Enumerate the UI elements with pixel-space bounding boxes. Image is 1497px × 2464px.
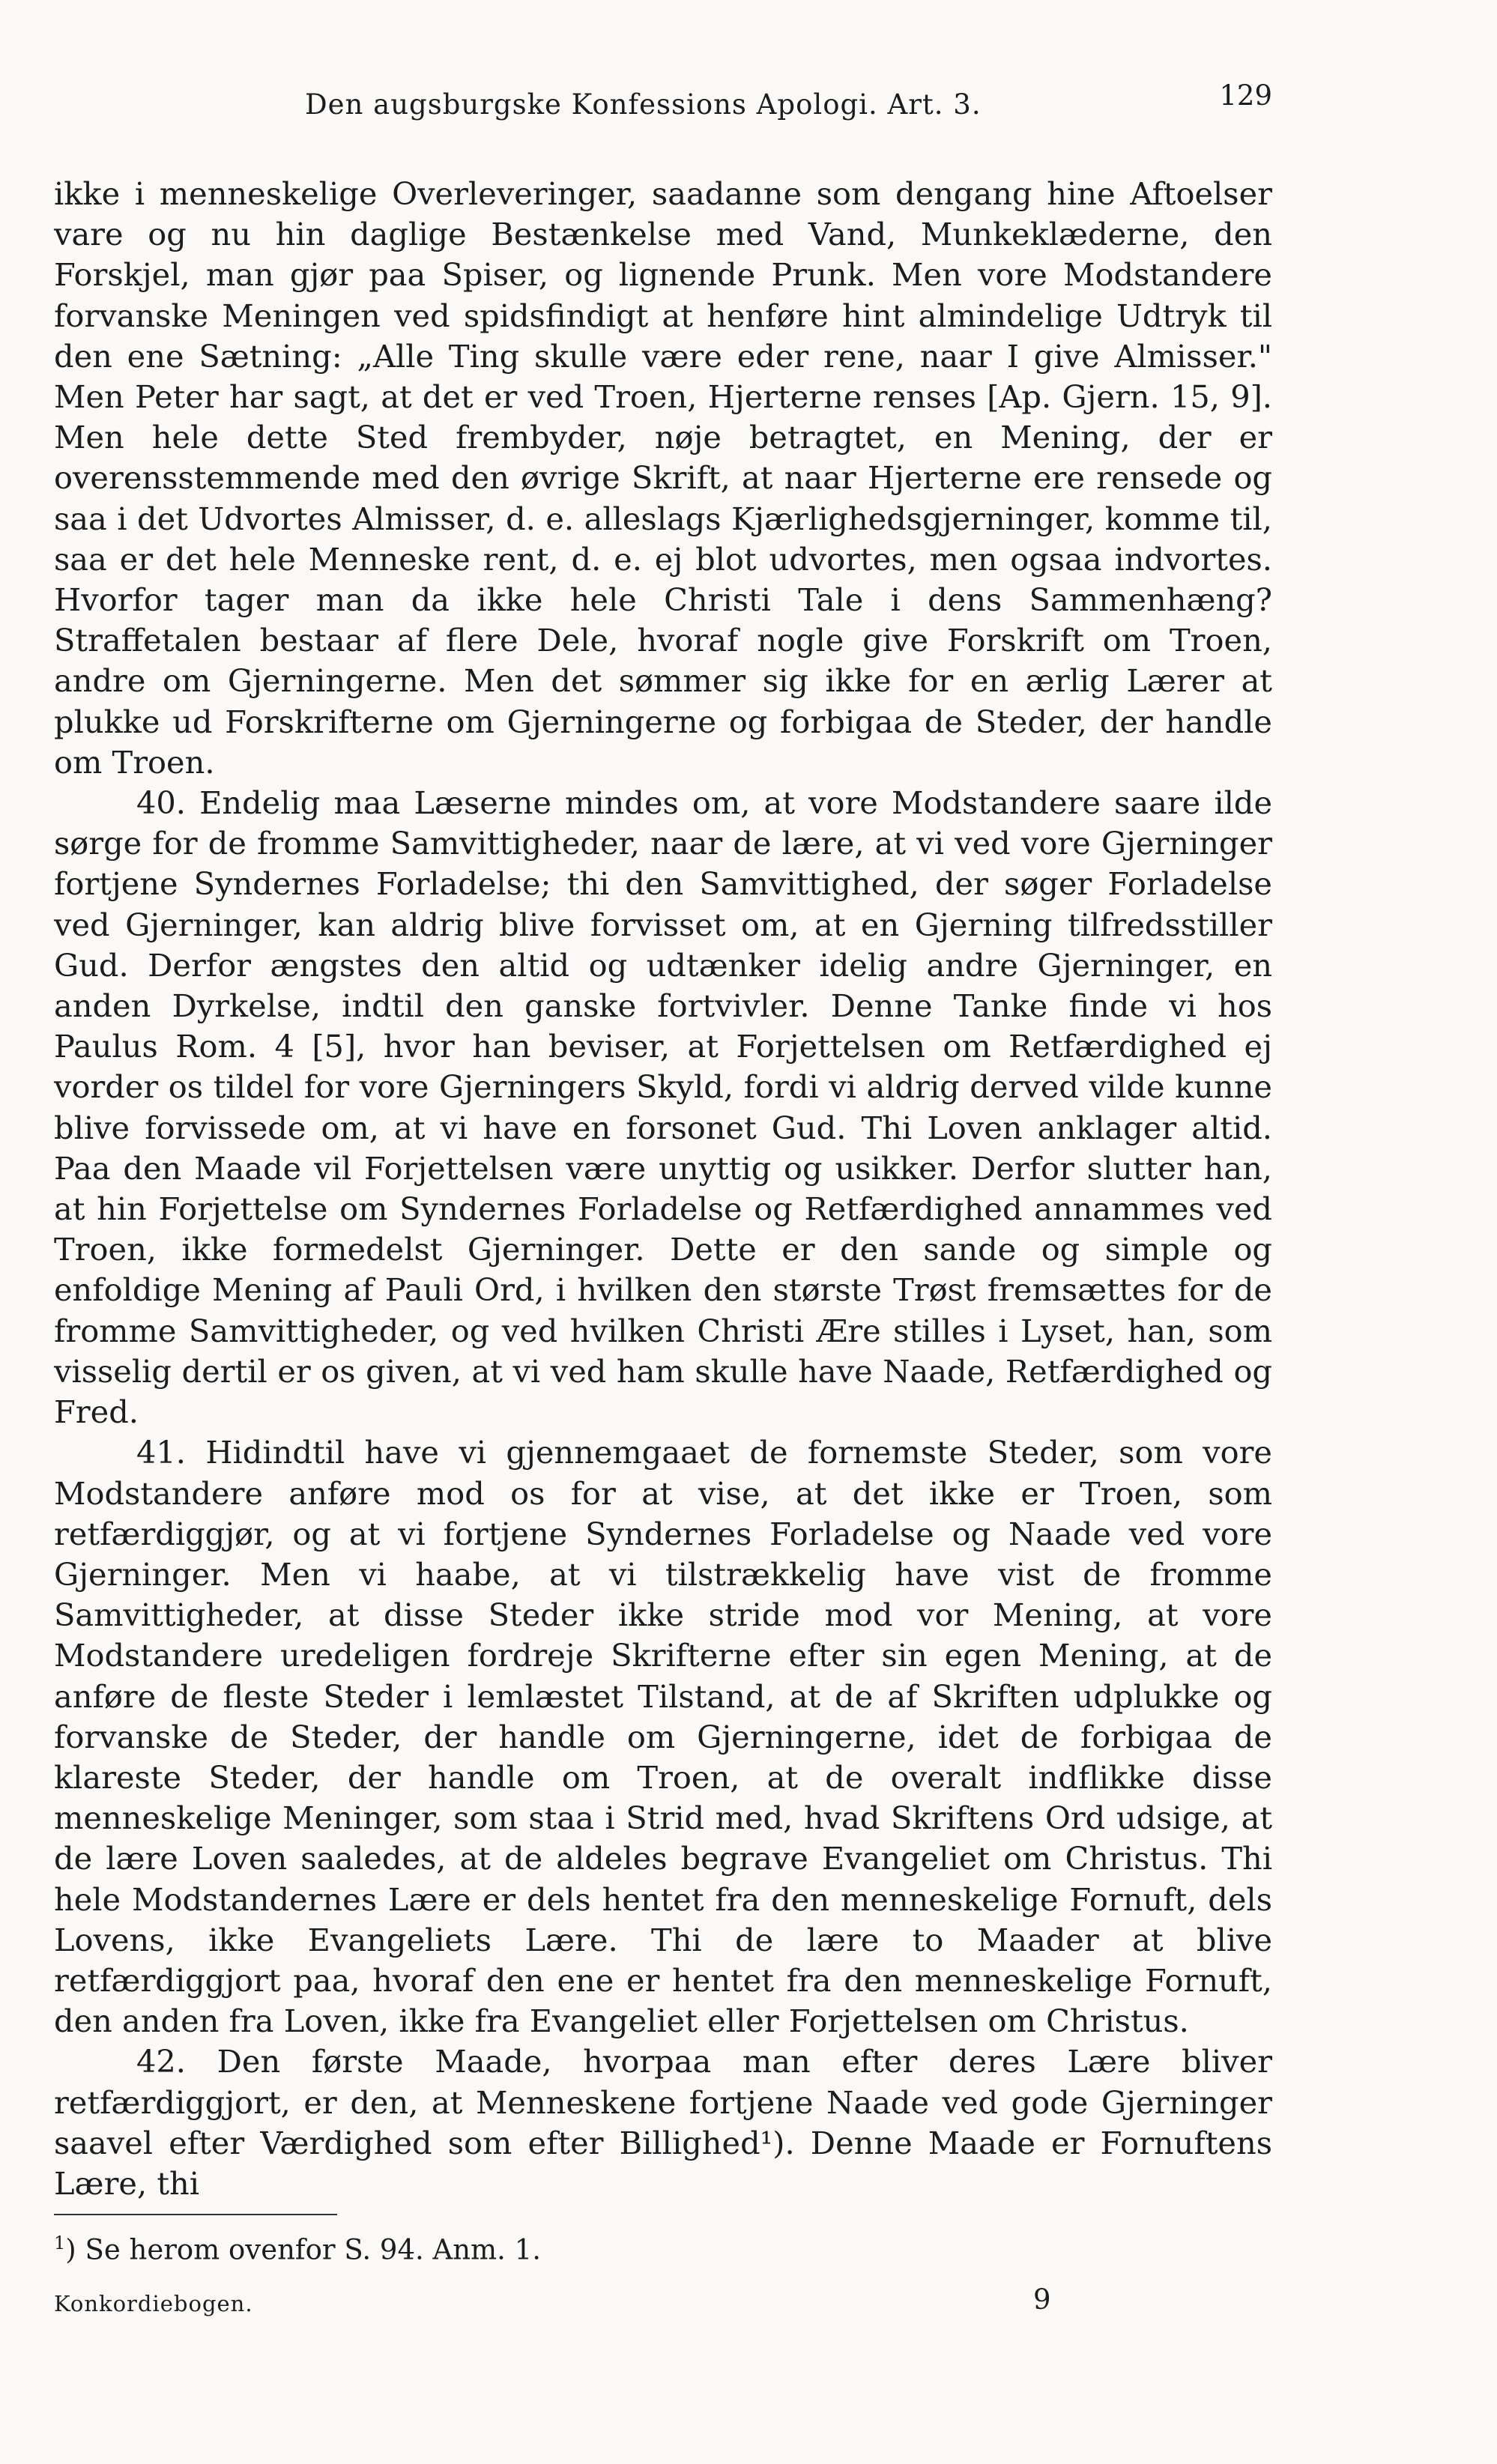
body-text <box>54 174 1272 2204</box>
paragraph-40: 40. Endelig maa Læserne mindes om, at vore Modstandere saare ilde sørge for de fromme Samvittigheder, naar de lære, at vi ved vore Gjerninger fortjene Syndernes Forladelse; thi den Samvittighed, der søger Forladelse ved Gjerninger, kan aldrig blive forvisset om, at en Gjerning tilfredsstiller Gud. Derfor ængstes den altid og udtænker idelig andre Gjerninger, en anden Dyrkelse, indtil den ganske fortvivler. Denne Tanke finde vi hos Paulus Rom. 4 [5], hvor han beviser, at Forjettelsen om Retfærdighed ej vorder os tildel for vore Gjerningers Skyld, fordi vi aldrig derved vilde kunne blive forvissede om, at vi have en forsonet Gud. Thi Loven anklager altid. Paa den Maade vil Forjettelsen være unyttig og usikker. Derfor slutter han, at hin Forjettelse om Syndernes Forladelse og Retfærdighed annammes ved Troen, ikke formedelst Gjerninger. Dette er den sande og simple og enfoldige Mening af Pauli Ord, i hvilken den største Trøst fremsættes for de fromme Samvittigheder, og ved hvilken Christi Ære stilles i Lyset, han, som visselig dertil er os given, at vi ved ham skulle have Naade, Retfærdighed og Fred. <box>54 784 1272 1431</box>
footnote-text: Se herom ovenfor S. 94. Anm. 1. <box>85 2233 541 2266</box>
footnote-divider <box>54 2214 337 2215</box>
paragraph-42: 42. Den første Maade, hvorpaa man efter deres Lære bliver retfærdiggjort, er den, at Menneskene fortjene Naade ved gode Gjerninger saavel efter Værdighed som efter Billighed¹). Denne Maade er Fornuftens Lære, thi <box>54 2043 1272 2202</box>
running-head: Den augsburgske Konfessions Apologi. Art. 3. <box>305 88 982 121</box>
sheet-number: 9 <box>1033 2283 1051 2316</box>
footnote-marker: 1 <box>54 2233 66 2253</box>
footnote: $^1$) Se herom ovenfor S. 94. Anm. 1. <box>54 2233 541 2266</box>
sheet-signature: Konkordiebogen. <box>54 2291 253 2316</box>
page-number: 129 <box>1219 79 1272 112</box>
document-page <box>54 75 1272 2316</box>
paragraph-41: 41. Hidindtil have vi gjennemgaaet de fornemste Steder, som vore Modstandere anføre mod os for at vise, at det ikke er Troen, som retfærdiggjør, og at vi fortjene Syndernes Forladelse og Naade ved vore Gjerninger. Men vi haabe, at vi tilstrækkelig have vist de fromme Samvittigheder, at disse Steder ikke stride mod vor Mening, at vore Modstandere uredeligen fordreje Skrifterne efter sin egen Mening, at de anføre de fleste Steder i lemlæstet Tilstand, at de af Skriften udplukke og forvanske de Steder, der handle om Gjerningerne, idet de forbigaa de klareste Steder, der handle om Troen, at de overalt indflikke disse menneskelige Meninger, som staa i Strid med, hvad Skriftens Ord udsige, at de lære Loven saaledes, at de aldeles begrave Evangeliet om Christus. Thi hele Modstandernes Lære er dels hentet fra den menneskelige Fornuft, dels Lovens, ikke Evangeliets Lære. Thi de lære to Maader at blive retfærdiggjort paa, hvoraf den ene er hentet fra den menneskelige Fornuft, den anden fra Loven, ikke fra Evangeliet eller Forjettelsen om Christus. <box>54 1434 1272 2040</box>
paragraph-continuation: ikke i menneskelige Overleveringer, saadanne som dengang hine Aftoelser vare og nu hin daglige Bestænkelse med Vand, Munkeklæderne, den Forskjel, man gjør paa Spiser, og lignende Prunk. Men vore Modstandere forvanske Meningen ved spidsfindigt at henføre hint almindelige Udtryk til den ene Sætning: „Alle Ting skulle være eder rene, naar I give Almisser." Men Peter har sagt, at det er ved Troen, Hjerterne renses [Ap. Gjern. 15, 9]. Men hele dette Sted frembyder, nøje betragtet, en Mening, der er overensstemmende med den øvrige Skrift, at naar Hjerterne ere rensede og saa i det Udvortes Almisser, d. e. alleslags Kjærlighedsgjerninger, komme til, saa er det hele Menneske rent, d. e. ej blot udvortes, men ogsaa indvortes. Hvorfor tager man da ikke hele Christi Tale i dens Sammenhæng? Straffetalen bestaar af flere Dele, hvoraf nogle give Forskrift om Troen, andre om Gjerningerne. Men det sømmer sig ikke for en ærlig Lærer at plukke ud Forskrifterne om Gjerningerne og forbigaa de Steder, der handle om Troen. <box>54 175 1272 781</box>
page-header <box>54 75 1272 135</box>
